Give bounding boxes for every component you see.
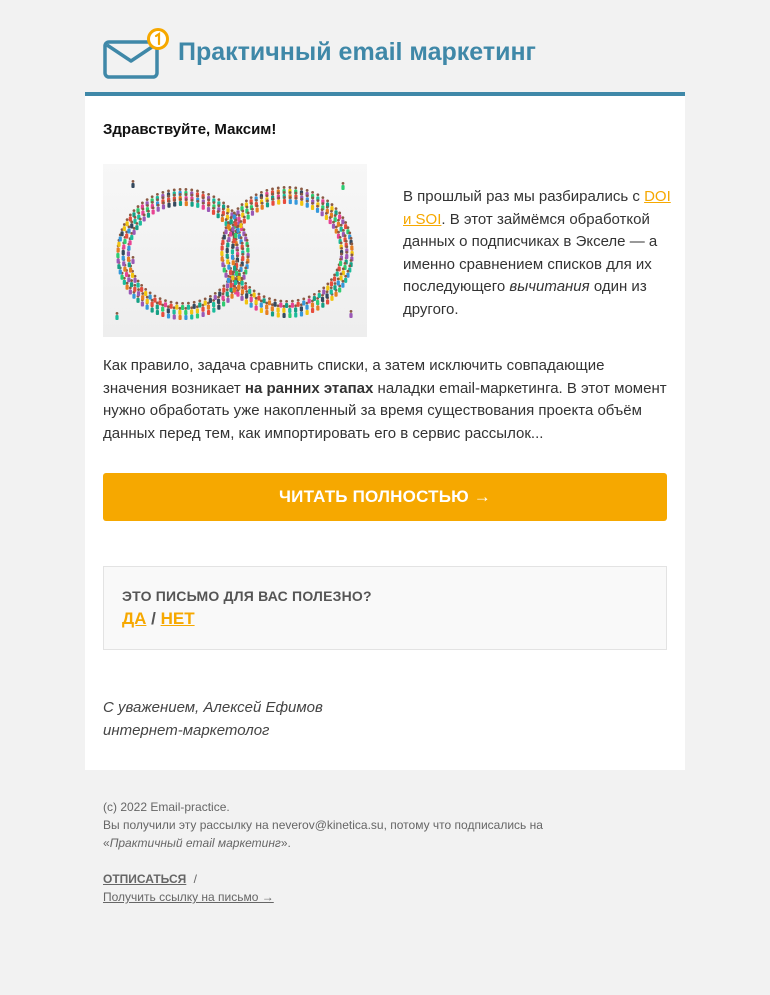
brand-title: Практичный email маркетинг — [178, 38, 536, 66]
email-footer — [103, 798, 563, 906]
feedback-question: ЭТО ПИСЬМО ДЛЯ ВАС ПОЛЕЗНО? — [122, 588, 372, 604]
footer-links — [103, 870, 563, 888]
email-header — [85, 0, 685, 96]
reason-newsletter-name: Практичный email маркетинг — [109, 836, 281, 850]
footer-link-separator: / — [193, 872, 197, 886]
signature-name: С уважением, Алексей Ефимов — [103, 699, 323, 716]
intro-text-middle: . В этот займёмся обработкой данных о подписчиках в Экселе — а именно сравнением списков для их последующего — [403, 210, 658, 295]
feedback-box — [103, 566, 667, 650]
body-text-end: наладки email-маркетинга. В этот момент нужно обработать уже накопленный за время существования проекта объём данных перед тем, как импортировать его в сервис рассылок... — [103, 379, 667, 442]
feedback-no-link[interactable]: НЕТ — [160, 609, 195, 628]
feedback-options — [122, 609, 195, 629]
intro-text-start: В прошлый раз мы разбирались с — [403, 188, 645, 205]
envelope-notification-icon — [103, 28, 169, 80]
feedback-separator: / — [151, 609, 156, 628]
web-version-link[interactable]: Получить ссылку на письмо → — [103, 890, 274, 904]
intro-paragraph — [403, 186, 671, 321]
subscription-reason — [103, 816, 563, 852]
reason-suffix: ». — [280, 836, 291, 850]
feedback-yes-link[interactable]: ДА — [122, 609, 147, 628]
intro-emphasis: вычитания — [509, 278, 590, 295]
body-bold: на ранних этапах — [244, 379, 374, 397]
doi-soi-link[interactable]: DOI и SOI — [403, 188, 671, 228]
hero-image — [103, 164, 367, 337]
greeting: Здравствуйте, Максим! — [103, 121, 277, 138]
intro-text-end: один из другого. — [403, 278, 647, 318]
signature-role: интернет-маркетолог — [103, 721, 270, 739]
body-paragraph — [103, 355, 671, 445]
web-version-row — [103, 888, 563, 906]
unsubscribe-link[interactable]: ОТПИСАТЬСЯ — [103, 872, 187, 886]
email-card — [85, 96, 685, 770]
signature — [103, 697, 323, 742]
read-more-button[interactable]: ЧИТАТЬ ПОЛНОСТЬЮ → — [103, 473, 667, 521]
copyright: (c) 2022 Email-practice. — [103, 800, 230, 814]
people-circles-illustration — [103, 164, 367, 337]
reason-prefix: Вы получили эту рассылку на neverov@kinetica.su, потому что подписались на « — [103, 818, 543, 850]
body-text-start: Как правило, задача сравнить списки, а затем исключить совпадающие значения возникает — [103, 357, 605, 397]
